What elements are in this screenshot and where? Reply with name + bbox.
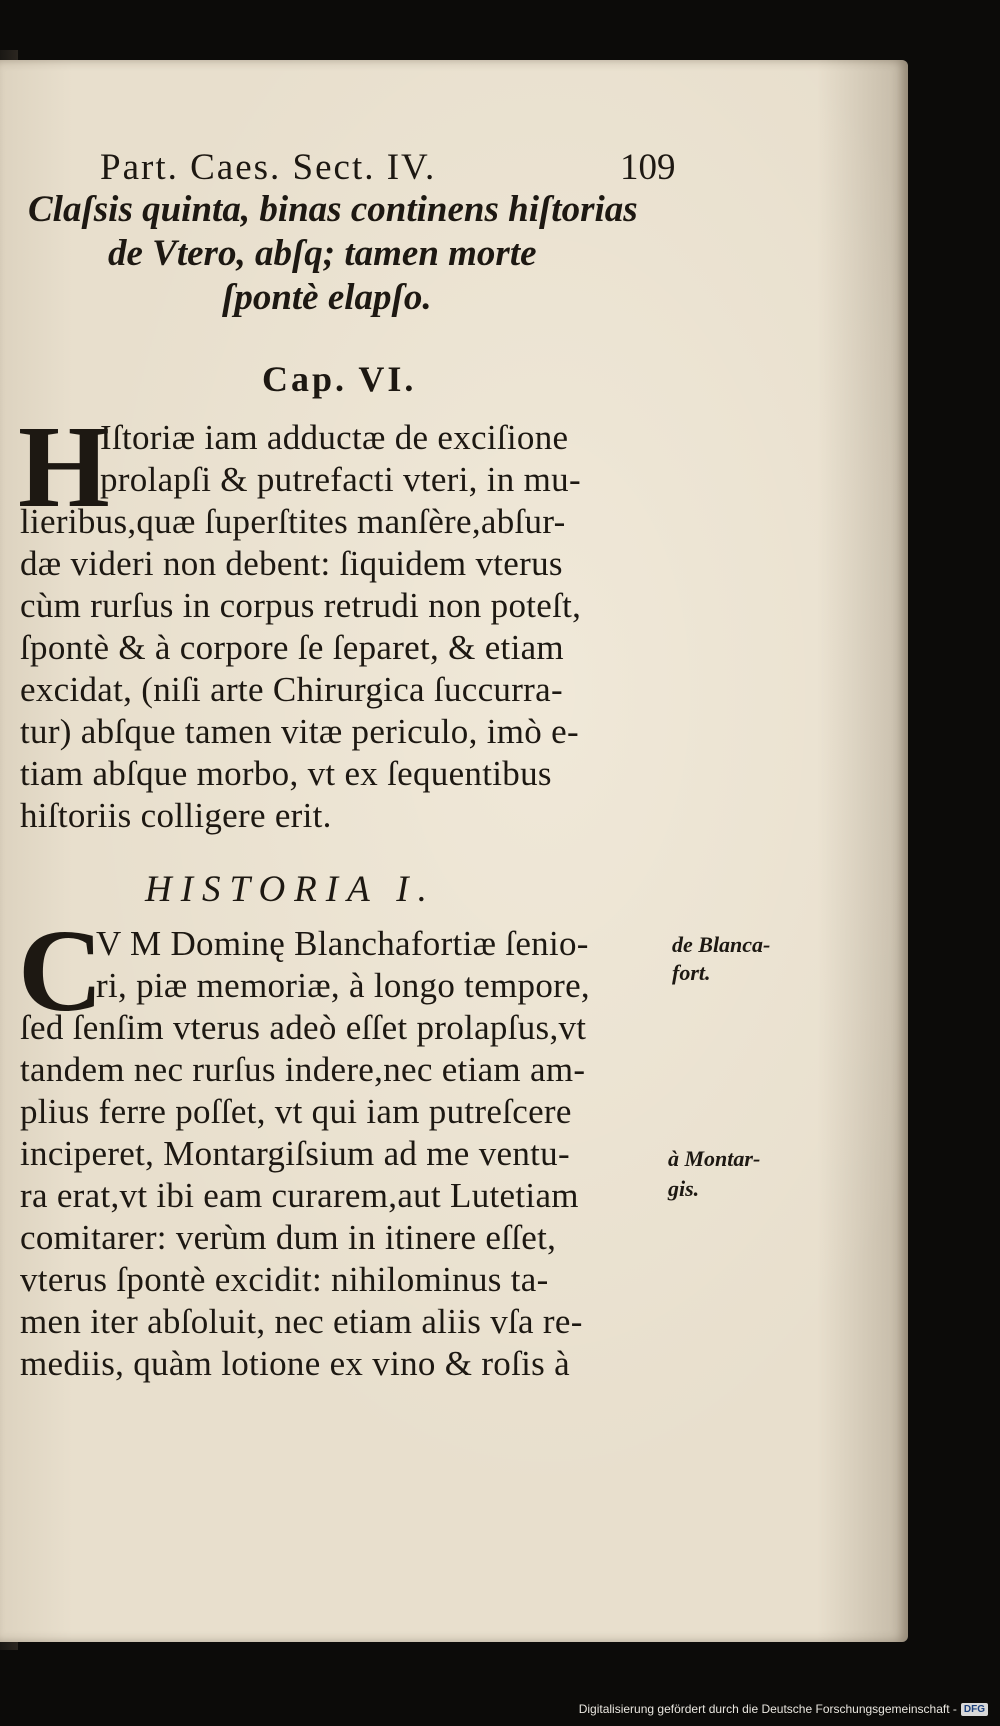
margin-note-1: de Blanca- (672, 932, 771, 957)
para1-line-10: hiſtoriis colligere erit. (20, 796, 332, 835)
margin-note-2: fort. (672, 960, 711, 985)
margin-note-4: gis. (668, 1176, 700, 1201)
drop-cap-h: H (18, 401, 110, 532)
para2-line-1: V M Dominę Blanchafortiæ ſenio- (96, 924, 589, 963)
para2-line-9: vterus ſpontè excidit: nihilominus ta- (20, 1260, 549, 1299)
para2-line-3: ſed ſenſim vterus adeò eſſet prolapſus,vt (20, 1008, 587, 1047)
para2-line-4: tandem nec rurſus indere,nec etiam am- (20, 1050, 586, 1089)
para1-line-8: tur) abſque tamen vitæ periculo, imò e- (20, 712, 579, 751)
footer-text: Digitalisierung gefördert durch die Deutsche Forschungsgemeinschaft - (578, 1702, 957, 1716)
para1-line-2: prolapſi & putrefacti vteri, in mu- (100, 460, 581, 499)
para1-line-7: excidat, (niſi arte Chirurgica ſuccurra- (20, 670, 563, 709)
para1-line-3: lieribus,quæ ſuperſtites manſère,abſur- (20, 502, 566, 541)
chapter-title-line-3: ſpontè elapſo. (222, 277, 432, 318)
running-head-text: Part. Caes. Sect. IV. (100, 147, 437, 188)
running-head (100, 146, 680, 189)
chapter-title-line-2: de Vtero, abſq; tamen morte (108, 233, 537, 274)
chapter-title-line-1: Claſsis quinta, binas continens hiſtorias (28, 189, 638, 230)
dfg-logo: DFG (961, 1703, 988, 1716)
para1-line-6: ſpontè & à corpore ſe ſeparet, & etiam (20, 628, 564, 667)
margin-note-3: à Montar- (668, 1146, 761, 1171)
para2-line-7: ra erat,vt ibi eam curarem,aut Lutetiam (20, 1176, 579, 1215)
para2-line-10: men iter abſoluit, nec etiam aliis vſa re- (20, 1302, 583, 1341)
para2-line-11: mediis, quàm lotione ex vino & roſis à (20, 1344, 570, 1383)
para1-line-5: cùm rurſus in corpus retrudi non poteſt, (20, 586, 582, 625)
para1-line-4: dæ videri non debent: ſiquidem vterus (20, 544, 563, 583)
para1-line-9: tiam abſque morbo, vt ex ſequentibus (20, 754, 552, 793)
page-paper (0, 60, 908, 1642)
para2-line-8: comitarer: verùm dum in itinere eſſet, (20, 1218, 557, 1257)
para2-line-5: plius ferre poſſet, vt qui iam putreſcere (20, 1092, 572, 1131)
para1-line-1: Iſtoriæ iam adductæ de exciſione (100, 418, 569, 457)
digitization-footer (579, 1702, 988, 1716)
chapter-label: Cap. VI. (262, 359, 417, 399)
historia-heading: HISTORIA I. (145, 869, 436, 910)
page-number: 109 (620, 147, 676, 188)
para2-line-6: inciperet, Montargiſsium ad me ventu- (20, 1134, 570, 1173)
drop-cap-c: C (18, 905, 104, 1036)
para2-line-2: ri, piæ memoriæ, à longo tempore, (96, 966, 590, 1005)
